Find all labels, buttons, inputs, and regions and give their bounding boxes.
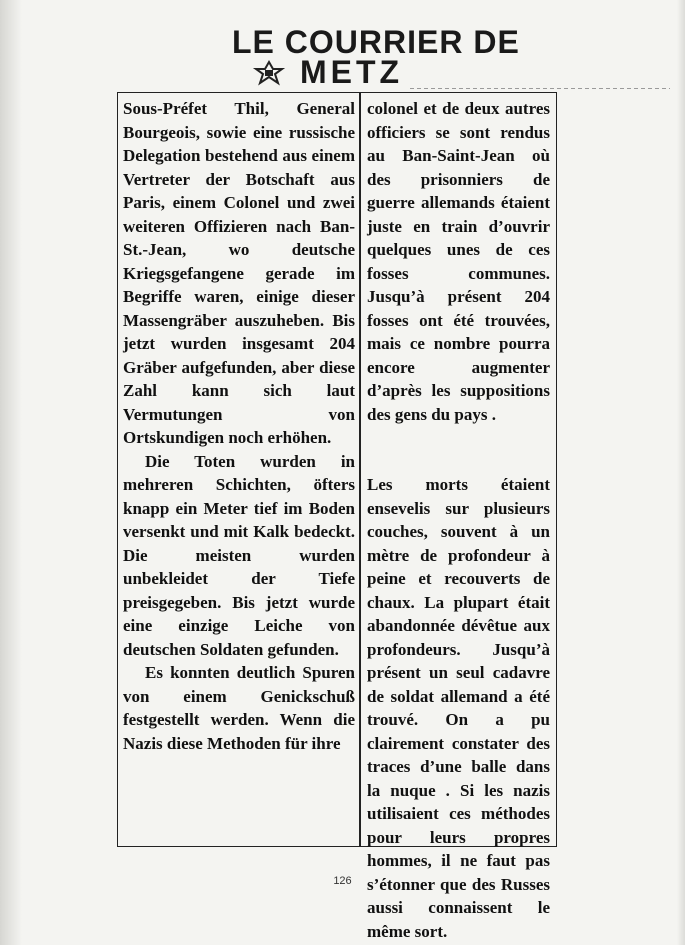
french-column — [367, 97, 550, 943]
masthead-rule — [410, 88, 670, 89]
masthead-title-line1: LE COURRIER DE — [232, 24, 520, 60]
scan-shadow-right — [677, 0, 685, 945]
masthead-title-line2: METZ — [300, 54, 404, 90]
german-paragraph-1: Sous-Préfet Thil, General Bourgeois, sowie eine russische Delegation bestehend aus einem Vertreter der Botschaft aus Paris, einem Colonel und zwei weiteren Offizieren nach Ban-St.-Jean, wo deutsche Kriegsgefangene gerade im Begriffe waren, einige dieser Massengräber auszuheben. Bis jetzt wurden insgesamt 204 Gräber aufgefunden, aber diese Zahl kann sich laut Vermutungen von Ortskundigen noch erhöhen. — [123, 99, 355, 447]
german-paragraph-2: Die Toten wurden in mehreren Schichten, öfters knapp ein Meter tief im Boden versenkt und mit Kalk bedeckt. Die meisten wurden unbekleidet der Tiefe preisgegeben. Bis jetzt wurde eine einzige Leiche von deutschen Soldaten gefunden. — [123, 451, 355, 659]
french-paragraph-2: Les morts étaient ensevelis sur plusieurs couches, souvent à un mètre de profondeur à peine et recouverts de chaux. La plupart était abandonnée dévêtue aux profondeurs. Jusqu’à présent un seul cadavre de soldat allemand a été trouvé. On a pu clairement constater des traces d’une balle dans la nuque . Si les nazis utilisaient ces méthodes pour leurs propres hommes, il ne faut pas s’étonner que des Russes aussi connaissent le même sort. — [367, 475, 550, 941]
scan-shadow-left — [0, 0, 22, 945]
masthead — [0, 18, 685, 92]
column-divider — [359, 93, 361, 846]
french-paragraph-1: colonel et de deux autres officiers se sont rendus au Ban-Saint-Jean où des prisonniers de guerre allemands étaient juste en train d’ouvrir quelques unes de ces fosses communes. Jusqu’à présent 204 fosses ont été trouvées, mais ce nombre pourra encore augmenter d’après les suppositions des gens du pays . — [367, 99, 550, 424]
metz-crest-icon — [252, 60, 286, 86]
german-column — [123, 97, 355, 755]
german-paragraph-3: Es konnten deutlich Spuren von einem Genickschuß festgestellt werden. Wenn die Nazis diese Methoden für ihre — [123, 663, 355, 753]
page-number: 126 — [333, 875, 352, 887]
